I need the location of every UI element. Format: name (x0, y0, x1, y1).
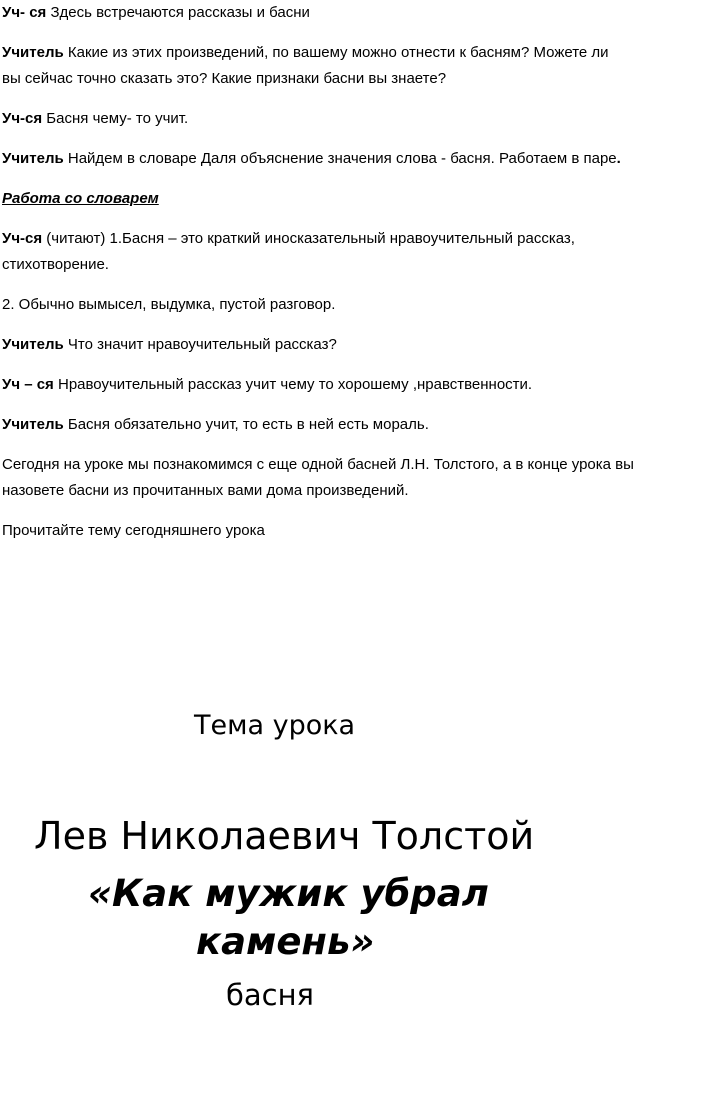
dialogue-line-6 (2, 226, 702, 278)
line-text: Басня чему- то учит. (42, 110, 189, 127)
line-text: Сегодня на уроке мы познакомимся с еще одной басней Л.Н. Толстого, а в конце урока вы (2, 456, 634, 473)
genre-label: басня (226, 978, 315, 1012)
speaker-label: Учитель (2, 416, 64, 433)
speaker-label: Учитель (2, 150, 64, 167)
line-text-continued: назовете басни из прочитанных вами дома произведений. (2, 482, 409, 499)
speaker-label: Учитель (2, 44, 64, 61)
dialogue-line-11 (2, 452, 702, 504)
speaker-label: Уч-ся (2, 110, 43, 127)
line-text: Найдем в словаре Даля объяснение значения слова - басня. Работаем в паре (63, 150, 617, 167)
line-text: Какие из этих произведений, по вашему можно отнести к басням? Можете ли (63, 44, 609, 61)
heading-text: Работа со словарем (2, 190, 159, 207)
line-text: 2. Обычно вымысел, выдумка, пустой разговор. (2, 296, 336, 313)
speaker-label: Уч- ся (2, 4, 47, 21)
work-title-line-2: камень» (196, 920, 375, 963)
dialogue-line-4 (2, 146, 702, 172)
line-end-mark: . (616, 150, 621, 167)
dialogue-line-2 (2, 40, 702, 92)
line-text: Прочитайте тему сегодняшнего урока (2, 522, 265, 539)
work-title-line-1: «Как мужик убрал (88, 872, 489, 915)
line-text-continued: вы сейчас точно сказать это? Какие признаки басни вы знаете? (2, 70, 447, 87)
line-text: Нравоучительный рассказ учит чему то хорошему ,нравственности. (53, 376, 533, 393)
line-text: Что значит нравоучительный рассказ? (63, 336, 337, 353)
dialogue-line-12 (2, 518, 702, 544)
section-heading (2, 186, 702, 212)
dialogue-line-9 (2, 372, 702, 398)
line-text: (читают) 1.Басня – это краткий иносказательный нравоучительный рассказ, (42, 230, 575, 247)
line-text: Здесь встречаются рассказы и басни (46, 4, 310, 21)
speaker-label: Учитель (2, 336, 64, 353)
dialogue-line-8 (2, 332, 702, 358)
dialogue-line-3 (2, 106, 702, 132)
line-text-continued: стихотворение. (2, 256, 109, 273)
speaker-label: Уч – ся (2, 376, 54, 393)
dialogue-line-7 (2, 292, 702, 318)
speaker-label: Уч-ся (2, 230, 43, 247)
dialogue-line-1 (2, 0, 702, 26)
dialogue-line-10 (2, 412, 702, 438)
author-name: Лев Николаевич Толстой (34, 814, 535, 858)
lesson-topic-label: Тема урока (194, 710, 356, 741)
line-text: Басня обязательно учит, то есть в ней есть мораль. (63, 416, 429, 433)
